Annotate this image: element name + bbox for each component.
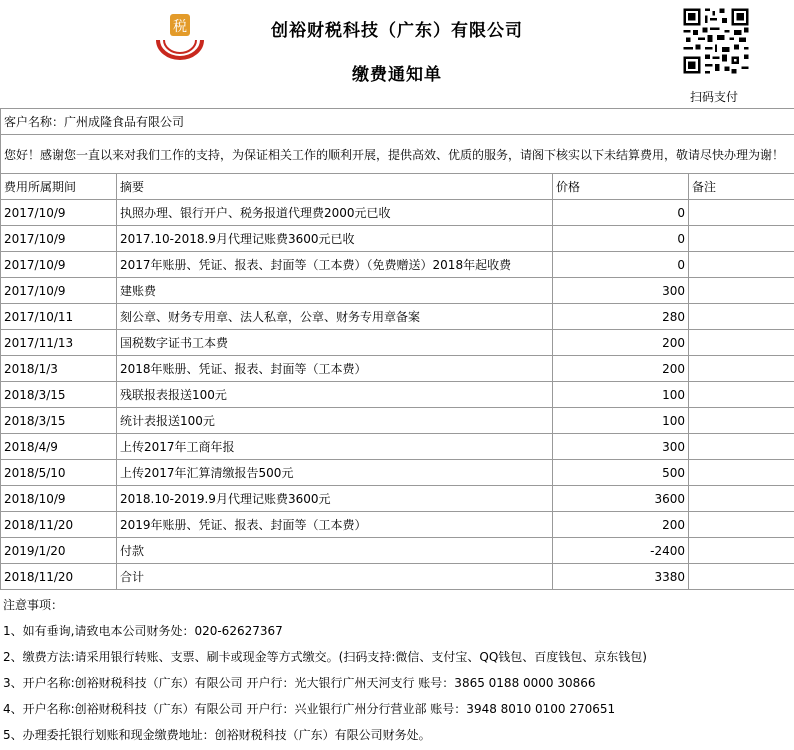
- row-date: 2018/11/20: [1, 564, 117, 590]
- row-date: 2018/3/15: [1, 382, 117, 408]
- row-summary: 执照办理、银行开户、税务报道代理费2000元已收: [117, 200, 553, 226]
- row-summary: 2019年账册、凭证、报表、封面等（工本费）: [117, 512, 553, 538]
- row-note: [689, 356, 794, 382]
- row-note: [689, 460, 794, 486]
- row-date: 2017/10/9: [1, 226, 117, 252]
- note-item: 2、缴费方法:请采用银行转账、支票、刷卡或现金等方式缴交。(扫码支持:微信、支付宝、QQ钱包、百度钱包、京东钱包): [3, 650, 647, 664]
- row-price: 3380: [553, 564, 689, 590]
- row-note: [689, 512, 794, 538]
- row-summary: 2017年账册、凭证、报表、封面等（工本费）（免费赠送）2018年起收费: [117, 252, 553, 278]
- table-row: [1, 408, 794, 434]
- row-summary: 刻公章、财务专用章、法人私章，公章、财务专用章备案: [117, 304, 553, 330]
- table-row: [1, 538, 794, 564]
- row-price: 300: [553, 434, 689, 460]
- row-date: 2017/10/9: [1, 252, 117, 278]
- row-note: [689, 226, 794, 252]
- customer-label: 客户名称：: [4, 115, 65, 129]
- table-header-row: [1, 174, 794, 200]
- svg-text:税: 税: [173, 19, 187, 35]
- document-header: [0, 0, 794, 108]
- row-note: [689, 278, 794, 304]
- notes-title: 注意事项：: [3, 598, 64, 612]
- row-date: 2018/10/9: [1, 486, 117, 512]
- table-row: [1, 252, 794, 278]
- table-row: [1, 382, 794, 408]
- row-price: 0: [553, 200, 689, 226]
- table-row: [1, 200, 794, 226]
- fee-table: [0, 108, 794, 590]
- table-row: [1, 330, 794, 356]
- row-date: 2017/10/9: [1, 200, 117, 226]
- table-row: [1, 304, 794, 330]
- row-summary: 上传2017年汇算清缴报告500元: [117, 460, 553, 486]
- row-summary: 2017.10-2018.9月代理记账费3600元已收: [117, 226, 553, 252]
- note-item: 4、开户名称:创裕财税科技（广东）有限公司 开户行：兴业银行广州分行营业部 账号：3948 8010 0100 270651: [3, 702, 616, 716]
- row-summary: 国税数字证书工本费: [117, 330, 553, 356]
- row-date: 2018/4/9: [1, 434, 117, 460]
- header-period: 费用所属期间: [1, 174, 117, 200]
- row-date: 2017/11/13: [1, 330, 117, 356]
- row-note: [689, 564, 794, 590]
- row-note: [689, 538, 794, 564]
- row-note: [689, 252, 794, 278]
- row-summary: 付款: [117, 538, 553, 564]
- greeting-row: [1, 135, 794, 174]
- row-summary: 2018年账册、凭证、报表、封面等（工本费）: [117, 356, 553, 382]
- notes-section: [0, 592, 794, 748]
- customer-cell: [1, 109, 794, 135]
- note-item: 3、开户名称:创裕财税科技（广东）有限公司 开户行：光大银行广州天河支行 账号：3865 0188 0000 30866: [3, 676, 596, 690]
- customer-name: 广州成隆食品有限公司: [64, 115, 185, 129]
- row-price: 3600: [553, 486, 689, 512]
- table-row: [1, 460, 794, 486]
- row-price: -2400: [553, 538, 689, 564]
- table-row: [1, 486, 794, 512]
- row-price: 500: [553, 460, 689, 486]
- table-row: [1, 278, 794, 304]
- row-note: [689, 304, 794, 330]
- row-price: 200: [553, 330, 689, 356]
- row-price: 0: [553, 252, 689, 278]
- row-date: 2017/10/11: [1, 304, 117, 330]
- row-price: 280: [553, 304, 689, 330]
- row-date: 2017/10/9: [1, 278, 117, 304]
- header-summary: 摘要: [117, 174, 553, 200]
- note-item: 1、如有垂询,请致电本公司财务处：020-62627367: [3, 624, 283, 638]
- customer-row: [1, 109, 794, 135]
- table-row: [1, 512, 794, 538]
- row-date: 2018/11/20: [1, 512, 117, 538]
- row-price: 200: [553, 512, 689, 538]
- table-row: [1, 356, 794, 382]
- row-note: [689, 330, 794, 356]
- table-row: [1, 226, 794, 252]
- row-summary: 残联报表报送100元: [117, 382, 553, 408]
- row-summary: 建账费: [117, 278, 553, 304]
- row-date: 2018/3/15: [1, 408, 117, 434]
- row-price: 0: [553, 226, 689, 252]
- row-price: 100: [553, 382, 689, 408]
- row-note: [689, 408, 794, 434]
- document-title: 缴费通知单: [352, 65, 442, 85]
- greeting-text: 您好！感谢您一直以来对我们工作的支持，为保证相关工作的顺利开展，提供高效、优质的服务，请阁下核实以下未结算费用，敬请尽快办理为谢！: [1, 135, 794, 174]
- row-summary: 统计表报送100元: [117, 408, 553, 434]
- company-name: 创裕财税科技（广东）有限公司: [271, 21, 523, 41]
- row-note: [689, 382, 794, 408]
- header-price: 价格: [553, 174, 689, 200]
- row-price: 100: [553, 408, 689, 434]
- row-note: [689, 434, 794, 460]
- payment-qr-code-icon[interactable]: [681, 5, 751, 77]
- table-row: [1, 564, 794, 590]
- note-item: 5、办理委托银行划账和现金缴费地址：创裕财税科技（广东）有限公司财务处。: [3, 728, 431, 742]
- row-summary: 上传2017年工商年报: [117, 434, 553, 460]
- row-date: 2018/5/10: [1, 460, 117, 486]
- row-price: 300: [553, 278, 689, 304]
- row-note: [689, 486, 794, 512]
- qr-caption: 扫码支付: [690, 90, 739, 104]
- row-date: 2019/1/20: [1, 538, 117, 564]
- header-note: 备注: [689, 174, 794, 200]
- row-price: 200: [553, 356, 689, 382]
- table-row: [1, 434, 794, 460]
- row-summary: 2018.10-2019.9月代理记账费3600元: [117, 486, 553, 512]
- row-note: [689, 200, 794, 226]
- row-summary: 合计: [117, 564, 553, 590]
- row-date: 2018/1/3: [1, 356, 117, 382]
